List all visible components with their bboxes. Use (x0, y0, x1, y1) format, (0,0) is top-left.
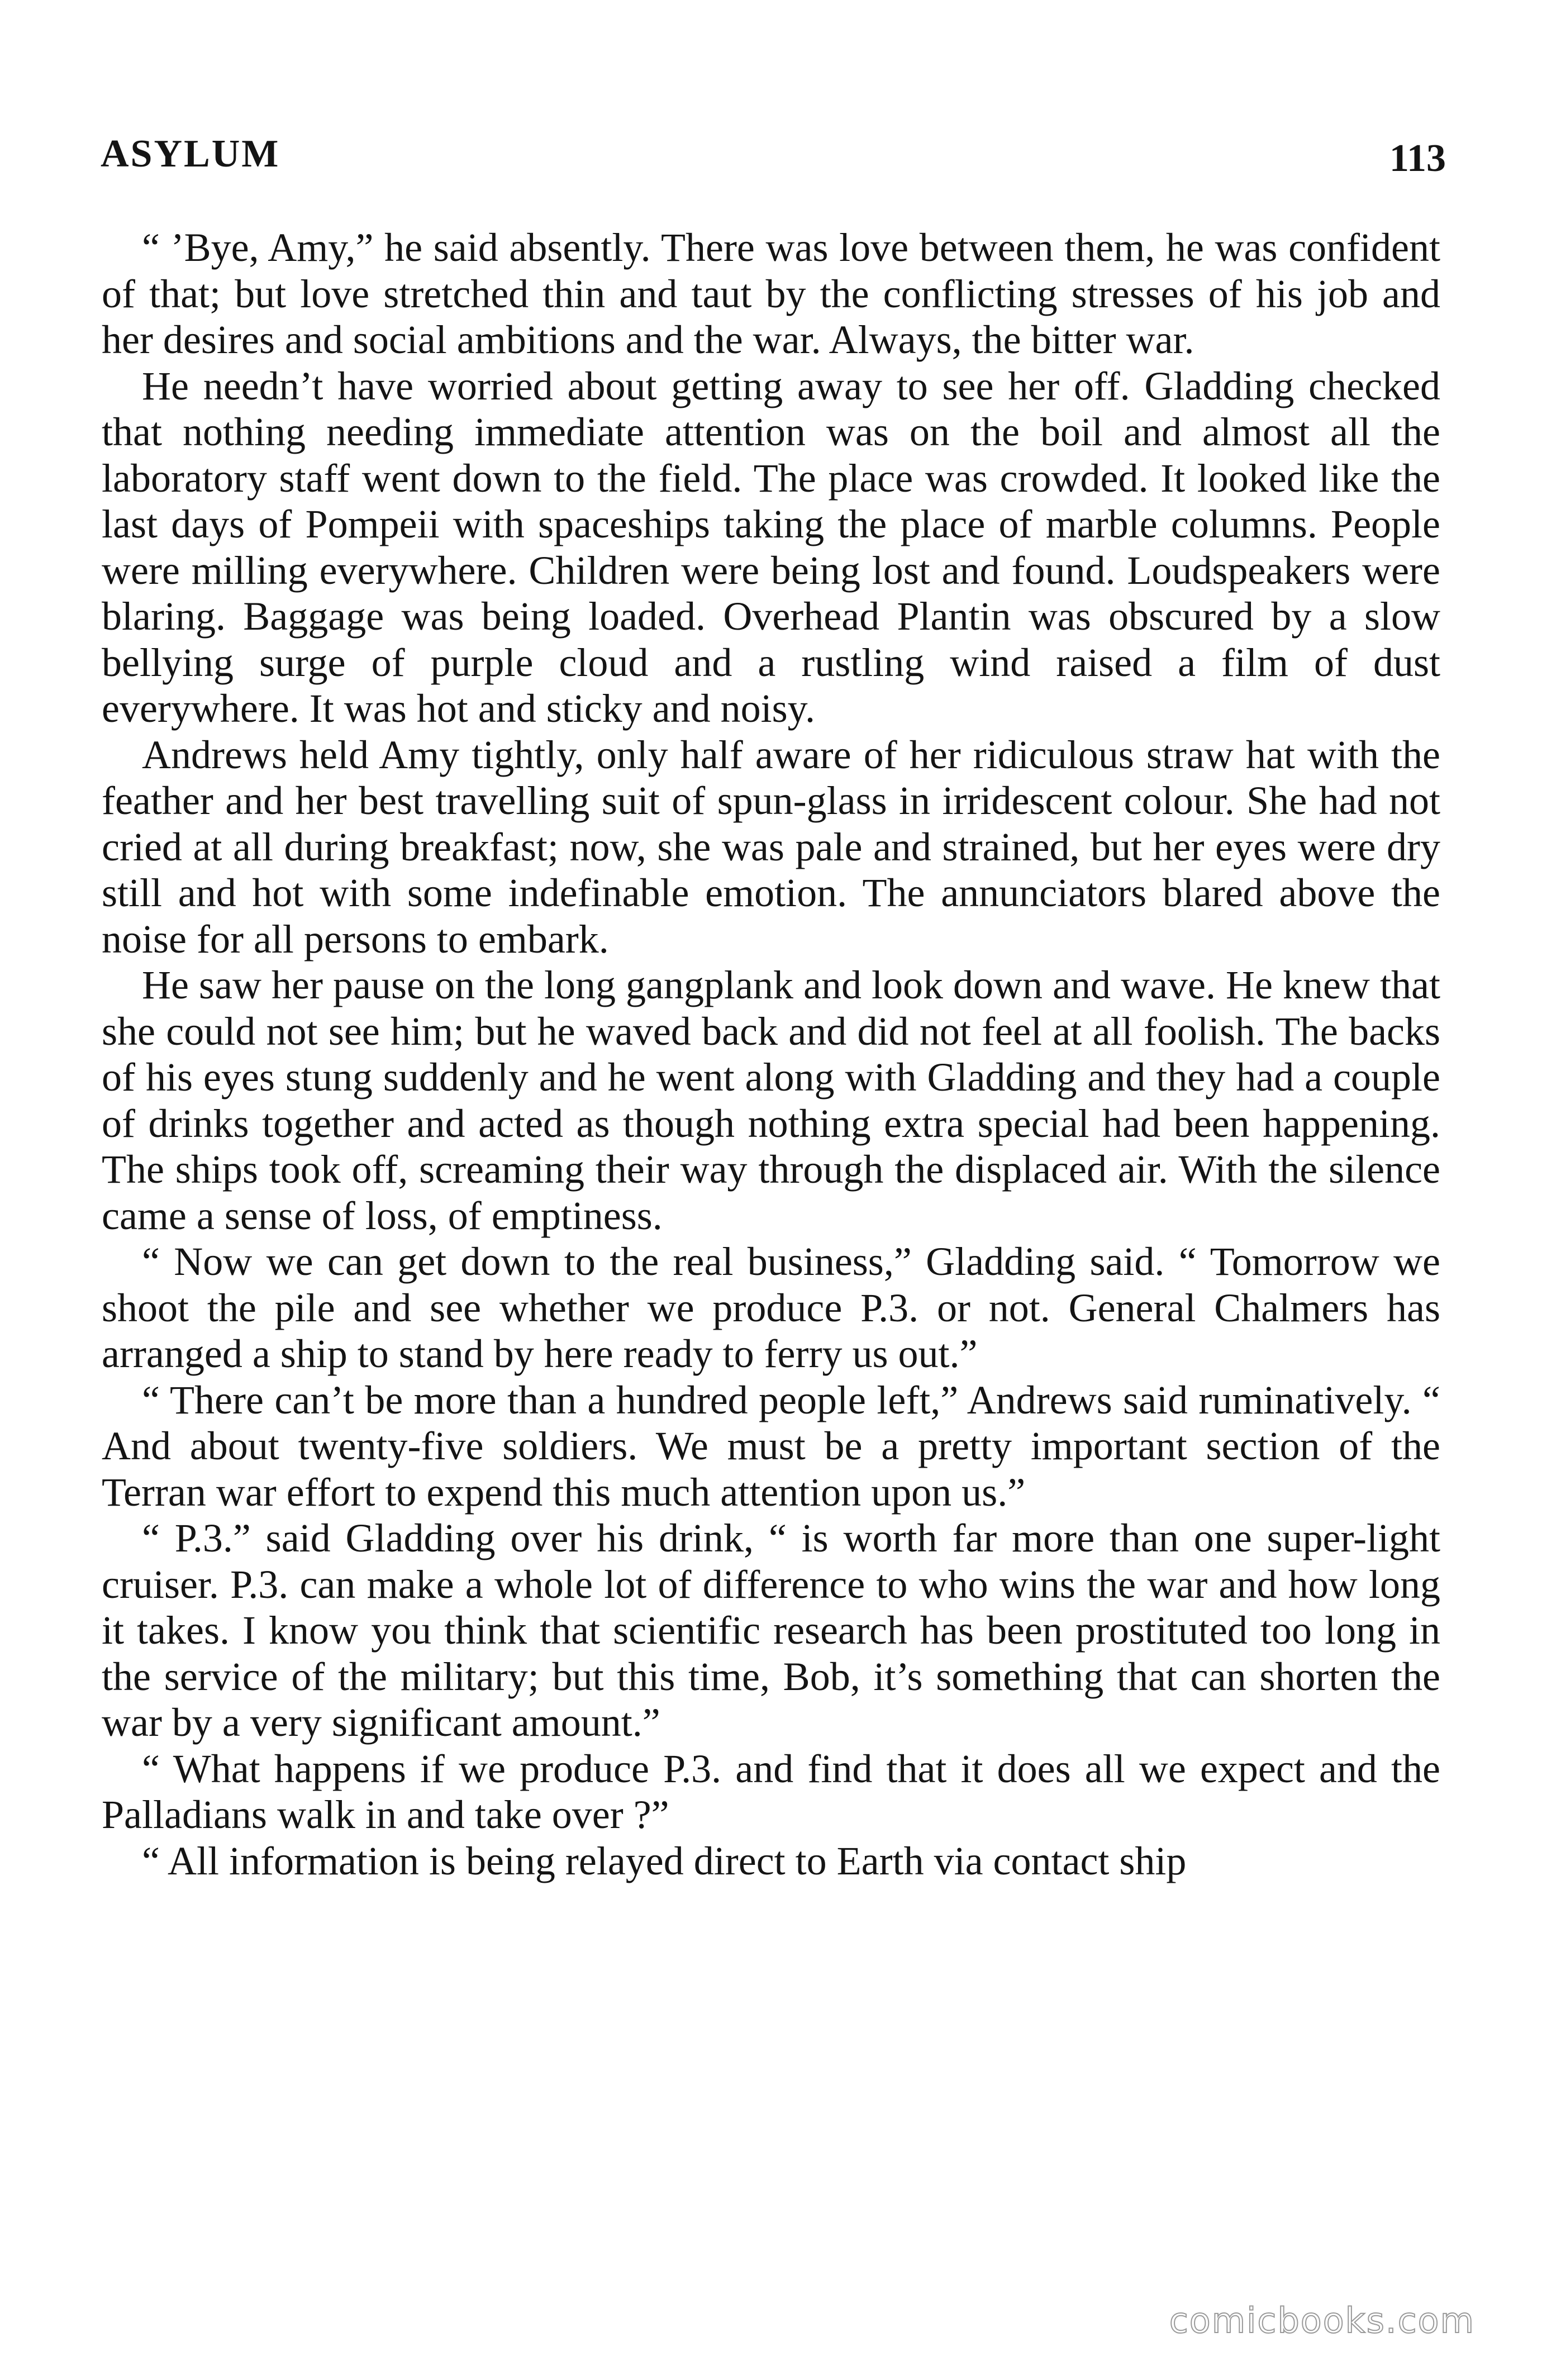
page-number: 113 (1389, 137, 1446, 180)
paragraph-9: “ All information is being relayed direct to Earth via contact ship (142, 1838, 1187, 1883)
paragraph-2: He needn’t have worried about getting away to see her off. Gladding checked that nothing needing immediate attention was on the boil and almost all the laboratory staff went down to the field. The place was crowded. It looked like the last days of Pompeii with spaceships taking the place of marble columns. People were milling everywhere. Children were being lost and found. Loudspeakers were blaring. Baggage was being loaded. Overhead Plantin was obscured by a slow bellying surge of purple cloud and a rustling wind raised a film of dust everywhere. It was hot and sticky and noisy. (102, 363, 1440, 731)
paragraph-5: “ Now we can get down to the real business,” Gladding said. “ Tomorrow we shoot the pile and see whether we produce P.3. or not. General Chalmers has arranged a ship to stand by here ready to ferry us out.” (102, 1239, 1440, 1376)
running-head (101, 132, 1446, 188)
paragraph-3: Andrews held Amy tightly, only half aware of her ridiculous straw hat with the feather and her best travelling suit of spun-glass in irridescent colour. She had not cried at all during breakfast; now, she was pale and strained, but her eyes were dry still and hot with some indefinable emotion. The annunciators blared above the noise for all persons to embark. (102, 732, 1440, 961)
paragraph-1: “ ’Bye, Amy,” he said absently. There was love between them, he was confident of that; but love stretched thin and taut by the conflicting stresses of his job and her desires and social ambitions and the war. Always, the bitter war. (102, 225, 1440, 362)
body-text (102, 225, 1440, 1884)
watermark: comicbooks.com (1169, 2300, 1475, 2341)
paragraph-7: “ P.3.” said Gladding over his drink, “ is worth far more than one super-light cruiser. P.3. can make a whole lot of difference to who wins the war and how long it takes. I know you think that scientific research has been prostituted too long in the service of the military; but this time, Bob, it’s something that can shorten the war by a very significant amount.” (102, 1516, 1440, 1745)
paragraph-8: “ What happens if we produce P.3. and find that it does all we expect and the Palladians walk in and take over ?” (102, 1746, 1440, 1837)
paragraph-6: “ There can’t be more than a hundred people left,” Andrews said ruminatively. “ And about twenty-five soldiers. We must be a pretty important section of the Terran war effort to expend this much attention upon us.” (102, 1377, 1440, 1515)
paragraph-4: He saw her pause on the long gangplank and look down and wave. He knew that she could not see him; but he waved back and did not feel at all foolish. The backs of his eyes stung suddenly and he went along with Gladding and they had a couple of drinks together and acted as though nothing extra special had been happening. The ships took off, screaming their way through the displaced air. With the silence came a sense of loss, of emptiness. (102, 963, 1440, 1238)
running-title: ASYLUM (101, 132, 280, 175)
